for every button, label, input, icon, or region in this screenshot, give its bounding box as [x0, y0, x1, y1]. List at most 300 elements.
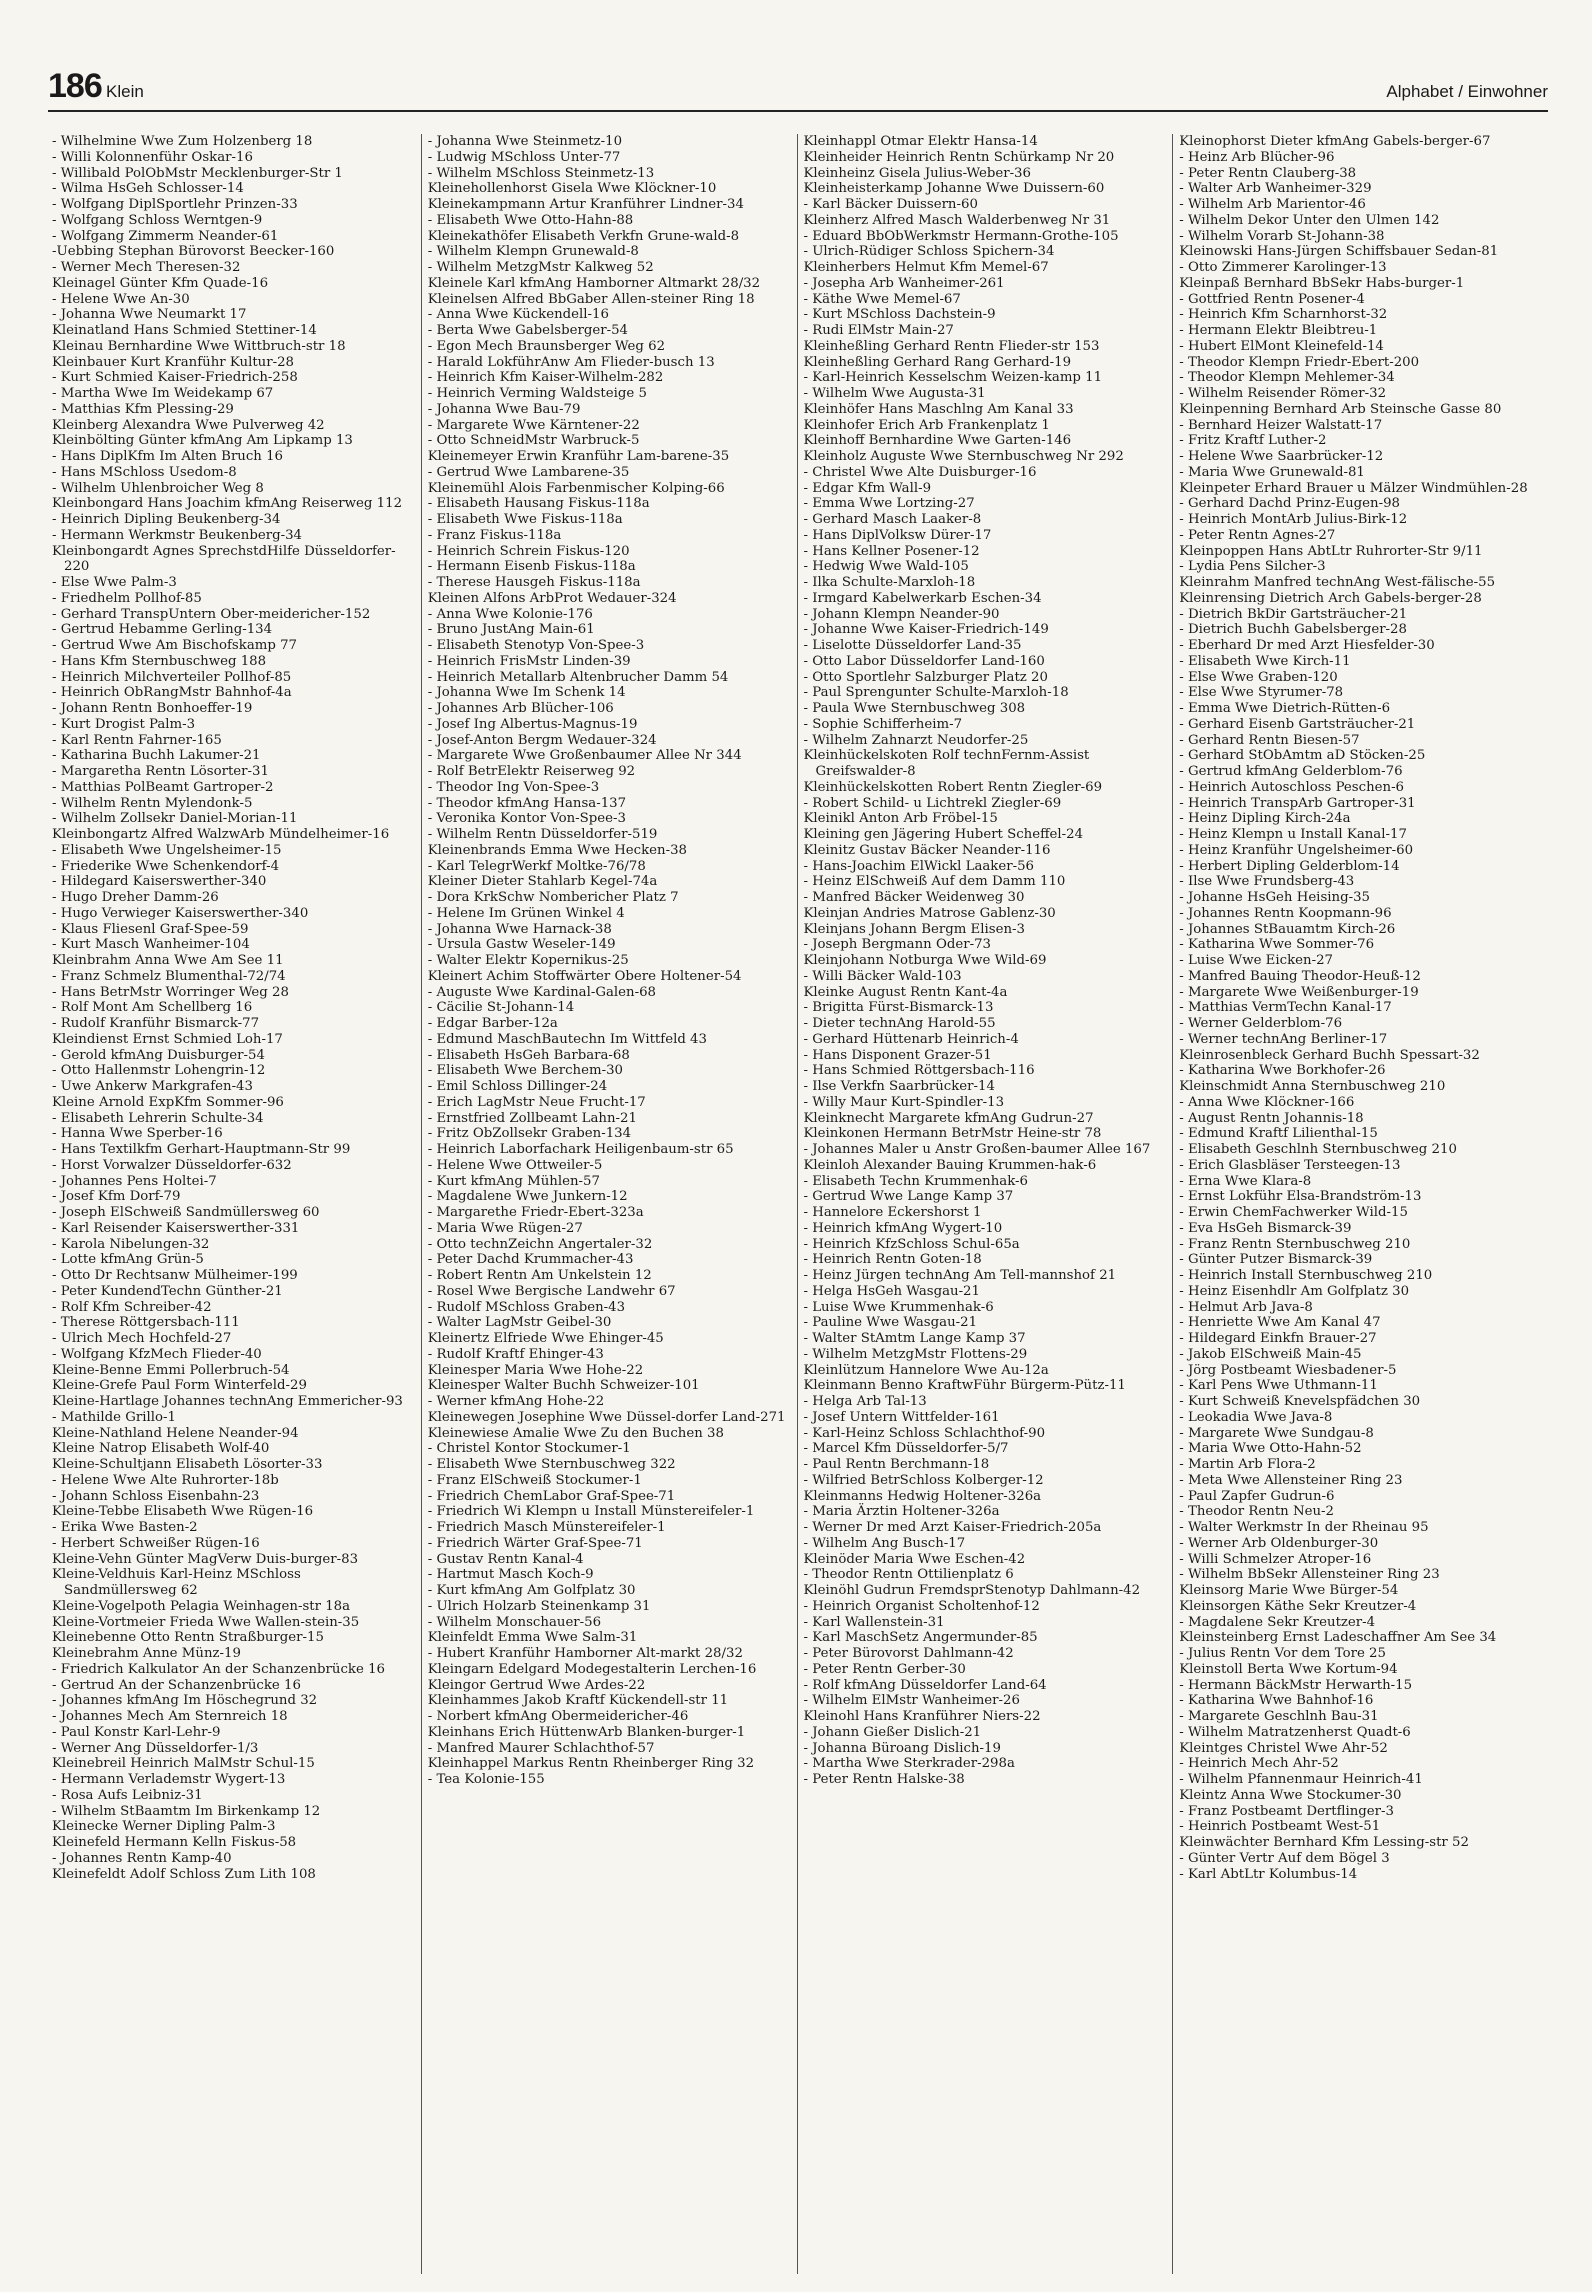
directory-entry: Kleinheßling Gerhard Rang Gerhard-19: [803, 354, 1072, 370]
directory-entry: - Hans Textilkfm Gerhart-Hauptmann-Str 99: [52, 1142, 351, 1157]
directory-entry: Kleinfeldt Emma Wwe Salm-31: [427, 1630, 638, 1646]
directory-entry: - Werner Arb Oldenburger-30: [1179, 1535, 1379, 1551]
directory-entry: Kleinbölting Günter kfmAng Am Lipkamp 13: [52, 433, 353, 449]
directory-entry: - Hans MSchloss Usedom-8: [52, 464, 237, 480]
directory-entry: - Heinz Klempn u Install Kanal-17: [1179, 827, 1407, 842]
directory-entry: - Gerhard TranspUntern Ober-meidericher-152: [52, 606, 371, 622]
directory-entry: - Elisabeth Hausang Fiskus-118a: [427, 496, 650, 512]
directory-entry: Kleinsorg Marie Wwe Bürger-54: [1179, 1583, 1399, 1598]
directory-entry: - Christel Wwe Alte Duisburger-16: [803, 464, 1037, 480]
directory-entry: - Elisabeth Techn Krummenhak-6: [803, 1173, 1028, 1189]
directory-entry: - Martha Wwe Im Weidekamp 67: [52, 386, 274, 401]
directory-entry: - Gertrud Wwe Lambarene-35: [427, 464, 630, 480]
directory-entry: - Elisabeth Lehrerin Schulte-34: [52, 1110, 264, 1126]
directory-entry: Kleinbongardt Agnes SprechstdHilfe Düsseldorfer-220: [52, 543, 396, 575]
directory-entry: - Uwe Ankerw Markgrafen-43: [52, 1079, 253, 1094]
directory-entry: - Elisabeth Wwe Ungelsheimer-15: [52, 842, 282, 858]
directory-entry: - Johann Klempn Neander-90: [803, 606, 1000, 622]
directory-entry: - Margarete Wwe Großenbaumer Allee Nr 344: [427, 748, 742, 764]
directory-entry: Kleinophorst Dieter kfmAng Gabels-berger-67: [1179, 134, 1491, 149]
directory-entry: - Gustav Rentn Kanal-4: [427, 1551, 584, 1567]
directory-entry: Kleinenbrands Emma Wwe Hecken-38: [427, 842, 688, 858]
directory-entry: Kleinewegen Josephine Wwe Düssel-dorfer Land-271: [427, 1409, 786, 1425]
directory-entry: - Wilhelm BbSekr Allensteiner Ring 23: [1179, 1567, 1440, 1583]
directory-entry: Kleinpeter Erhard Brauer u Mälzer Windmühlen-28: [1179, 480, 1528, 496]
directory-entry: Kleinschmidt Anna Sternbuschweg 210: [1179, 1079, 1446, 1094]
directory-entry: - Hermann Elektr Bleibtreu-1: [1179, 323, 1378, 338]
directory-entry: - Fritz ObZollsekr Graben-134: [427, 1126, 632, 1142]
directory-entry: - Meta Wwe Allensteiner Ring 23: [1179, 1472, 1403, 1488]
directory-entry: Kleinewiese Amalie Wwe Zu den Buchen 38: [427, 1425, 724, 1441]
directory-entry: - Heinrich MontArb Julius-Birk-12: [1179, 512, 1408, 527]
directory-entry: - Else Wwe Styrumer-78: [1179, 685, 1344, 701]
directory-entry: Kleiner Dieter Stahlarb Kegel-74a: [427, 874, 658, 890]
directory-entry: - Hanna Wwe Sperber-16: [52, 1126, 223, 1142]
directory-entry: - Walter Elektr Kopernikus-25: [427, 953, 629, 968]
directory-entry: - Edgar Kfm Wall-9: [803, 480, 932, 496]
directory-entry: - Mathilde Grillo-1: [52, 1409, 176, 1425]
directory-entry: - Jakob ElSchweiß Main-45: [1179, 1346, 1362, 1362]
directory-entry: - Cäcilie St-Johann-14: [427, 1000, 575, 1016]
directory-entry: - Martin Arb Flora-2: [1179, 1457, 1316, 1472]
directory-entry: Kleinsorgen Käthe Sekr Kreutzer-4: [1179, 1598, 1417, 1614]
directory-entry: - Werner Ang Düsseldorfer-1/3: [52, 1740, 259, 1756]
directory-entry: - Henriette Wwe Am Kanal 47: [1179, 1315, 1381, 1331]
directory-entry: - Rudolf Kranführ Bismarck-77: [52, 1016, 260, 1031]
directory-entry: - Heinrich Install Sternbuschweg 210: [1179, 1268, 1433, 1283]
directory-entry: - Eduard BbObWerkmstr Hermann-Grothe-105: [803, 228, 1119, 244]
directory-entry: Kleinheisterkamp Johanne Wwe Duissern-60: [803, 181, 1105, 197]
directory-entry: - Wilhelm Rentn Mylendonk-5: [52, 795, 253, 811]
directory-entry: - Edgar Barber-12a: [427, 1016, 558, 1031]
directory-entry: - Walter Werkmstr In der Rheinau 95: [1179, 1520, 1429, 1535]
directory-entry: - Paul Konstr Karl-Lehr-9: [52, 1724, 221, 1740]
directory-entry: Kleinberg Alexandra Wwe Pulverweg 42: [52, 417, 325, 433]
directory-entry: - Karl-Heinrich Kesselschm Weizen-kamp 11: [803, 370, 1103, 386]
directory-entry: Kleinheider Heinrich Rentn Schürkamp Nr 20: [803, 149, 1115, 165]
directory-entry: - Matthias VermTechn Kanal-17: [1179, 1000, 1392, 1016]
directory-entry: - Ilka Schulte-Marxloh-18: [803, 575, 976, 590]
directory-entry: - Wilhelm Uhlenbroicher Weg 8: [52, 480, 264, 496]
directory-entry: - Otto Labor Düsseldorfer Land-160: [803, 653, 1045, 669]
directory-entry: - Gertrud Wwe Lange Kamp 37: [803, 1189, 1014, 1205]
directory-entry: - Wilhelm Arb Marientor-46: [1179, 197, 1366, 212]
directory-entry: - Emil Schloss Dillinger-24: [427, 1079, 608, 1094]
directory-entry: - Wilhelm Ang Busch-17: [803, 1535, 966, 1551]
directory-entry: - Karola Nibelungen-32: [52, 1236, 210, 1252]
directory-entry: - Johanna Büroang Dislich-19: [803, 1740, 1001, 1756]
directory-entry: - Else Wwe Palm-3: [52, 575, 177, 590]
directory-entry: - Peter Rentn Halske-38: [803, 1772, 965, 1787]
directory-entry: - Hans Kellner Posener-12: [803, 543, 980, 559]
directory-entry: - Johannes StBauamtm Kirch-26: [1179, 921, 1396, 937]
directory-entry: - Heinrich ObRangMstr Bahnhof-4a: [52, 685, 292, 701]
directory-entry: - Magdalene Wwe Junkern-12: [427, 1189, 628, 1205]
directory-entry: Kleinehollenhorst Gisela Wwe Klöckner-10: [427, 181, 717, 197]
directory-entry: - Paul Sprengunter Schulte-Marxloh-18: [803, 685, 1069, 701]
directory-entry: - August Rentn Johannis-18: [1179, 1110, 1364, 1126]
directory-entry: - Friedrich Wi Klempn u Install Münstereifeler-1: [427, 1504, 755, 1520]
directory-entry: - Karl Rentn Fahrner-165: [52, 732, 222, 748]
directory-entry: - Paula Wwe Sternbuschweg 308: [803, 701, 1026, 716]
directory-entry: - Dora KrkSchw Nombericher Platz 7: [427, 890, 679, 905]
directory-entry: - Margarete Geschlnh Bau-31: [1179, 1709, 1379, 1724]
directory-entry: - Hans DiplVolksw Dürer-17: [803, 527, 992, 543]
directory-entry: - Eberhard Dr med Arzt Hiesfelder-30: [1179, 638, 1435, 653]
directory-entry: Kleinebenne Otto Rentn Straßburger-15: [52, 1630, 324, 1646]
directory-entry: - Ludwig MSchloss Unter-77: [427, 149, 621, 165]
directory-entry: - Elisabeth Stenotyp Von-Spee-3: [427, 638, 645, 653]
directory-entry: Kleinhans Erich HüttenwArb Blanken-burger-1: [427, 1724, 746, 1740]
directory-entry: - Karl TelegrWerkf Moltke-76/78: [427, 858, 646, 874]
directory-entry: - Wilfried BetrSchloss Kolberger-12: [803, 1472, 1044, 1488]
directory-entry: - Josef Ing Albertus-Magnus-19: [427, 716, 638, 732]
directory-entry: - Gerhard StObAmtm aD Stöcken-25: [1179, 748, 1426, 764]
directory-entry: Kleinherz Alfred Masch Walderbenweg Nr 31: [803, 212, 1111, 228]
directory-entry: - Herbert Dipling Gelderblom-14: [1179, 858, 1400, 874]
directory-entry: - Marcel Kfm Düsseldorfer-5/7: [803, 1441, 1009, 1457]
directory-entry: - Franz Rentn Sternbuschweg 210: [1179, 1236, 1411, 1252]
directory-entry: - Walter Arb Wanheimer-329: [1179, 181, 1372, 197]
directory-entry: - Gottfried Rentn Posener-4: [1179, 291, 1365, 307]
directory-entry: - Wilhelm Dekor Unter den Ulmen 142: [1179, 212, 1440, 228]
directory-entry: - Wilhelm StBaamtm Im Birkenkamp 12: [52, 1803, 321, 1819]
directory-entry: - Heinrich Kfm Scharnhorst-32: [1179, 307, 1388, 323]
column-1: [46, 134, 421, 2274]
directory-entry: - Kurt kfmAng Am Golfplatz 30: [427, 1583, 636, 1598]
directory-entry: Kleinowski Hans-Jürgen Schiffsbauer Sedan-81: [1179, 244, 1499, 260]
directory-entry: - Elisabeth HsGeh Barbara-68: [427, 1047, 630, 1063]
directory-entry: Kleinekampmann Artur Kranführer Lindner-34: [427, 197, 744, 212]
directory-entry: - Heinrich Dipling Beukenberg-34: [52, 512, 281, 527]
directory-entry: Kleinöhl Gudrun FremdsprStenotyp Dahlmann-42: [803, 1583, 1141, 1598]
directory-entry: - Herbert Schweißer Rügen-16: [52, 1535, 260, 1551]
directory-entry: - Peter Rentn Clauberg-38: [1179, 165, 1357, 181]
directory-entry: - Peter Rentn Gerber-30: [803, 1661, 966, 1677]
directory-entry: - Josef-Anton Bergm Wedauer-324: [427, 732, 657, 748]
directory-entry: - Heinrich Laborfachark Heiligenbaum-str 65: [427, 1142, 734, 1157]
directory-entry: - Johanna Wwe Neumarkt 17: [52, 307, 247, 323]
directory-entry: - Elisabeth Geschlnh Sternbuschweg 210: [1179, 1142, 1457, 1157]
directory-entry: - Helmut Arb Java-8: [1179, 1299, 1313, 1315]
directory-entry: - Rolf kfmAng Düsseldorfer Land-64: [803, 1677, 1047, 1693]
column-4: [1172, 134, 1548, 2274]
directory-entry: Kleinpaß Bernhard BbSekr Habs-burger-1: [1179, 275, 1465, 291]
directory-entry: - Wilhelm Klempn Grunewald-8: [427, 244, 639, 260]
directory-entry: - Heinz Jürgen technAng Am Tell-mannshof 21: [803, 1268, 1117, 1283]
directory-entry: - Johanna Wwe Harnack-38: [427, 921, 612, 937]
directory-entry: - Karl-Heinz Schloss Schlachthof-90: [803, 1425, 1046, 1441]
directory-entry: Kleinhoff Bernhardine Wwe Garten-146: [803, 433, 1072, 449]
directory-entry: - Matthias PolBeamt Gartroper-2: [52, 779, 274, 795]
directory-entry: - Erna Wwe Klara-8: [1179, 1173, 1312, 1189]
directory-entry: Kleine-Vortmeier Frieda Wwe Wallen-stein-35: [52, 1614, 360, 1630]
directory-entry: - Heinz ElSchweiß Auf dem Damm 110: [803, 874, 1066, 890]
directory-entry: - Willi Bäcker Wald-103: [803, 968, 962, 984]
directory-entry: - Katharina Wwe Bahnhof-16: [1179, 1693, 1374, 1709]
directory-entry: - Kurt MSchloss Dachstein-9: [803, 307, 996, 323]
directory-entry: - Wilhelm Zollsekr Daniel-Morian-11: [52, 811, 298, 827]
directory-entry: - Friedrich ChemLabor Graf-Spee-71: [427, 1488, 676, 1504]
directory-entry: - Jörg Postbeamt Wiesbadener-5: [1179, 1362, 1397, 1378]
directory-entry: - Kurt Drogist Palm-3: [52, 716, 196, 732]
directory-entry: - Willi Kolonnenführ Oskar-16: [52, 149, 253, 165]
directory-entry: - Elisabeth Wwe Sternbuschweg 322: [427, 1457, 676, 1472]
directory-entry: - Eva HsGeh Bismarck-39: [1179, 1220, 1352, 1236]
directory-entry: - Ulrich Holzarb Steinenkamp 31: [427, 1598, 651, 1614]
directory-entry: - Rolf Kfm Schreiber-42: [52, 1299, 212, 1315]
directory-entry: Kleinheinz Gisela Julius-Weber-36: [803, 165, 1031, 181]
directory-entry: Kleinstoll Berta Wwe Kortum-94: [1179, 1661, 1398, 1677]
directory-entry: - Maria Ärztin Holtener-326a: [803, 1504, 1000, 1520]
directory-entry: - Rudolf MSchloss Graben-43: [427, 1299, 626, 1315]
directory-entry: - Lotte kfmAng Grün-5: [52, 1252, 204, 1268]
directory-entry: Kleinbongartz Alfred WalzwArb Mündelheimer-16: [52, 827, 390, 842]
directory-entry: - Norbert kfmAng Obermeidericher-46: [427, 1709, 689, 1724]
directory-entry: - Therese Röttgersbach-111: [52, 1315, 240, 1331]
directory-entry: Kleinhofer Erich Arb Frankenplatz 1: [803, 417, 1050, 433]
directory-entry: - Therese Hausgeh Fiskus-118a: [427, 575, 641, 590]
directory-entry: Kleintges Christel Wwe Ahr-52: [1179, 1740, 1388, 1756]
directory-entry: Kleine-Veldhuis Karl-Heinz MSchloss Sandmüllersweg 62: [52, 1567, 301, 1598]
directory-entry: - Dietrich Buchh Gabelsberger-28: [1179, 622, 1407, 638]
directory-entry: - Theodor kfmAng Hansa-137: [427, 795, 627, 811]
directory-entry: - Klaus Fliesenl Graf-Spee-59: [52, 921, 249, 937]
directory-entry: - Wilhelm MetzgMstr Kalkweg 52: [427, 260, 654, 275]
directory-entry: - Johannes Rentn Koopmann-96: [1179, 905, 1392, 921]
directory-entry: - Peter Bürovorst Dahlmann-42: [803, 1646, 1014, 1661]
directory-entry: Kleinbauer Kurt Kranführ Kultur-28: [52, 354, 295, 370]
directory-entry: - Manfred Bäcker Weidenweg 30: [803, 890, 1025, 905]
directory-entry: Kleinrosenbleck Gerhard Buchh Spessart-32: [1179, 1047, 1480, 1063]
directory-entry: - Theodor Rentn Neu-2: [1179, 1504, 1334, 1520]
directory-entry: - Pauline Wwe Wasgau-21: [803, 1315, 978, 1331]
directory-entry: Kleinlützum Hannelore Wwe Au-12a: [803, 1362, 1049, 1378]
directory-entry: Kleinemühl Alois Farbenmischer Kolping-66: [427, 480, 725, 496]
directory-entry: - Gerhard Dachd Prinz-Eugen-98: [1179, 496, 1400, 512]
directory-entry: - Karl Bäcker Duissern-60: [803, 197, 978, 212]
directory-entry: - Johannes Mech Am Sternreich 18: [52, 1709, 288, 1724]
directory-entry: - Walter LagMstr Geibel-30: [427, 1315, 612, 1331]
directory-entry: - Ursula Gastw Weseler-149: [427, 937, 616, 953]
directory-entry: - Friederike Wwe Schenkendorf-4: [52, 858, 280, 874]
directory-entry: - Heinrich Organist Scholtenhof-12: [803, 1598, 1040, 1614]
directory-entry: - Johanne HsGeh Heising-35: [1179, 890, 1371, 905]
directory-entry: - Manfred Maurer Schlachthof-57: [427, 1740, 655, 1756]
directory-entry: Kleinhückelskotten Robert Rentn Ziegler-69: [803, 779, 1103, 795]
directory-entry: - Helene Wwe An-30: [52, 291, 190, 307]
directory-entry: Kleingor Gertrud Wwe Ardes-22: [427, 1677, 646, 1693]
directory-entry: Kleinrahm Manfred technAng West-fälische-55: [1179, 575, 1496, 590]
directory-columns: [46, 134, 1548, 2274]
directory-entry: Kleinjohann Notburga Wwe Wild-69: [803, 953, 1047, 968]
directory-entry: Kleinesper Maria Wwe Hohe-22: [427, 1362, 644, 1378]
directory-entry: - Gerhard Hüttenarb Heinrich-4: [803, 1031, 1019, 1047]
directory-entry: Kleinekathöfer Elisabeth Verkfn Grune-wald-8: [427, 228, 740, 244]
directory-entry: - Wilma HsGeh Schlosser-14: [52, 181, 244, 197]
directory-entry: - Hans Kfm Sternbuschweg 188: [52, 653, 267, 669]
directory-entry: - Helene Wwe Alte Ruhrorter-18b: [52, 1472, 279, 1488]
directory-entry: - Gertrud Hebamme Gerling-134: [52, 622, 273, 638]
directory-entry: - Katharina Wwe Borkhofer-26: [1179, 1063, 1386, 1079]
directory-entry: Kleinknecht Margarete kfmAng Gudrun-27: [803, 1110, 1094, 1126]
directory-entry: - Helga HsGeh Wasgau-21: [803, 1283, 980, 1299]
directory-entry: - Heinrich Rentn Goten-18: [803, 1252, 982, 1268]
directory-entry: - Kurt kfmAng Mühlen-57: [427, 1173, 600, 1189]
directory-entry: - Paul Zapfer Gudrun-6: [1179, 1488, 1335, 1504]
directory-entry: Kleinhöfer Hans Maschlng Am Kanal 33: [803, 401, 1074, 417]
directory-entry: - Hildegard Kaiserswerther-340: [52, 874, 267, 890]
directory-entry: Kleinemeyer Erwin Kranführ Lam-barene-35: [427, 449, 730, 464]
directory-entry: - Gerhard Eisenb Gartsträucher-21: [1179, 716, 1416, 732]
directory-entry: - Heinrich Mech Ahr-52: [1179, 1756, 1339, 1772]
directory-entry: - Margarete Wwe Kärntener-22: [427, 417, 640, 433]
directory-entry: - Heinz Arb Blücher-96: [1179, 149, 1335, 165]
directory-entry: - Ernst Lokführ Elsa-Brandström-13: [1179, 1189, 1422, 1205]
directory-entry: - Veronika Kontor Von-Spee-3: [427, 811, 626, 827]
directory-entry: Kleinertz Elfriede Wwe Ehinger-45: [427, 1331, 664, 1346]
directory-entry: - Ilse Wwe Frundsberg-43: [1179, 874, 1355, 890]
directory-entry: - Heinrich KfzSchloss Schul-65a: [803, 1236, 1020, 1252]
directory-entry: - Hans Schmied Röttgersbach-116: [803, 1063, 1035, 1079]
directory-entry: - Rosel Wwe Bergische Landwehr 67: [427, 1283, 676, 1299]
directory-entry: - Peter Dachd Krummacher-43: [427, 1252, 634, 1268]
directory-entry: Kleine-Hartlage Johannes technAng Emmericher-93: [52, 1394, 403, 1409]
directory-entry: - Lydia Pens Silcher-3: [1179, 559, 1326, 575]
directory-entry: - Heinz Eisenhdlr Am Golfplatz 30: [1179, 1283, 1410, 1299]
directory-entry: Kleinpoppen Hans AbtLtr Ruhrorter-Str 9/11: [1179, 543, 1483, 559]
page-number: 186: [48, 67, 102, 105]
directory-entry: Kleinesper Walter Buchh Schweizer-101: [427, 1378, 700, 1394]
directory-entry: Kleindienst Ernst Schmied Loh-17: [52, 1031, 283, 1047]
directory-entry: Kleinpenning Bernhard Arb Steinsche Gasse 80: [1179, 401, 1502, 417]
directory-entry: - Dietrich BkDir Gartsträucher-21: [1179, 606, 1408, 622]
directory-entry: - Maria Wwe Otto-Hahn-52: [1179, 1441, 1362, 1457]
directory-entry: Kleinhappel Markus Rentn Rheinberger Ring 32: [427, 1756, 755, 1772]
directory-entry: - Bruno JustAng Main-61: [427, 622, 595, 638]
directory-entry: - Heinrich TranspArb Gartroper-31: [1179, 795, 1416, 811]
directory-entry: - Hans DiplKfm Im Alten Bruch 16: [52, 449, 284, 464]
directory-entry: Kleinefeldt Adolf Schloss Zum Lith 108: [52, 1866, 316, 1882]
directory-entry: - Heinrich FrisMstr Linden-39: [427, 653, 631, 669]
directory-entry: - Hermann Verlademstr Wygert-13: [52, 1772, 286, 1787]
directory-entry: - Werner Mech Theresen-32: [52, 260, 241, 275]
directory-entry: - Wilhelm Rentn Düsseldorfer-519: [427, 827, 658, 842]
directory-entry: Kleine-Benne Emmi Pollerbruch-54: [52, 1362, 290, 1378]
directory-entry: - Magdalene Sekr Kreutzer-4: [1179, 1614, 1376, 1630]
directory-entry: Kleinke August Rentn Kant-4a: [803, 984, 1008, 1000]
directory-entry: Kleinrensing Dietrich Arch Gabels-berger-28: [1179, 590, 1482, 606]
directory-entry: - Gerhard Rentn Biesen-57: [1179, 732, 1360, 748]
directory-entry: - Rudi ElMstr Main-27: [803, 323, 954, 338]
directory-entry: - Brigitta Fürst-Bismarck-13: [803, 1000, 994, 1016]
directory-entry: - Willi Schmelzer Atroper-16: [1179, 1551, 1372, 1567]
directory-entry: Kleinecke Werner Dipling Palm-3: [52, 1819, 276, 1835]
directory-entry: Kleinen Alfons ArbProt Wedauer-324: [427, 590, 677, 606]
directory-entry: - Heinz Dipling Kirch-24a: [1179, 811, 1351, 827]
directory-entry: Kleintz Anna Wwe Stockumer-30: [1179, 1787, 1402, 1803]
directory-entry: Kleine-Nathland Helene Neander-94: [52, 1425, 299, 1441]
directory-entry: - Hubert Kranführ Hamborner Alt-markt 28/32: [427, 1646, 743, 1661]
directory-entry: - Rosa Aufs Leibniz-31: [52, 1787, 203, 1803]
directory-entry: - Maria Wwe Grunewald-81: [1179, 464, 1365, 480]
directory-entry: - Helga Arb Tal-13: [803, 1394, 927, 1409]
directory-entry: Kleinatland Hans Schmied Stettiner-14: [52, 323, 317, 338]
directory-entry: - Katharina Buchh Lakumer-21: [52, 748, 261, 764]
directory-entry: - Karl AbtLtr Kolumbus-14: [1179, 1866, 1358, 1882]
directory-entry: Kleinagel Günter Kfm Quade-16: [52, 275, 269, 291]
directory-entry: - Hannelore Eckershorst 1: [803, 1205, 982, 1220]
directory-entry: - Hans Disponent Grazer-51: [803, 1047, 992, 1063]
directory-entry: Kleinefeld Hermann Kelln Fiskus-58: [52, 1835, 297, 1850]
directory-entry: - Gerold kfmAng Duisburger-54: [52, 1047, 265, 1063]
directory-entry: - Hubert ElMont Kleinefeld-14: [1179, 338, 1384, 354]
directory-entry: - Ulrich-Rüdiger Schloss Spichern-34: [803, 244, 1055, 260]
directory-entry: - Luise Wwe Eicken-27: [1179, 953, 1333, 968]
directory-entry: Kleinele Karl kfmAng Hamborner Altmarkt 28/32: [427, 275, 761, 291]
directory-entry: - Tea Kolonie-155: [427, 1772, 545, 1787]
directory-entry: Kleinholz Auguste Wwe Sternbuschweg Nr 292: [803, 449, 1124, 464]
directory-entry: - Wilhelm Zahnarzt Neudorfer-25: [803, 732, 1029, 748]
directory-entry: - Erika Wwe Basten-2: [52, 1520, 198, 1535]
directory-entry: - Hugo Dreher Damm-26: [52, 890, 219, 905]
directory-entry: - Robert Rentn Am Unkelstein 12: [427, 1268, 652, 1283]
directory-entry: - Otto Dr Rechtsanw Mülheimer-199: [52, 1268, 298, 1283]
directory-entry: - Manfred Bauing Theodor-Heuß-12: [1179, 968, 1421, 984]
directory-entry: - Edmund Kraftf Lilienthal-15: [1179, 1126, 1378, 1142]
directory-entry: - Johann Rentn Bonhoeffer-19: [52, 701, 253, 716]
directory-entry: - Margarethe Friedr-Ebert-323a: [427, 1205, 644, 1220]
directory-entry: - Wolfgang DiplSportlehr Prinzen-33: [52, 197, 298, 212]
directory-entry: - Johann Gießer Dislich-21: [803, 1724, 982, 1740]
directory-entry: - Dieter technAng Harold-55: [803, 1016, 996, 1031]
directory-entry: - Wolfgang KfzMech Flieder-40: [52, 1346, 262, 1362]
directory-entry: - Christel Kontor Stockumer-1: [427, 1441, 631, 1457]
directory-entry: - Margarete Wwe Weißenburger-19: [1179, 984, 1419, 1000]
directory-entry: Kleine-Schultjann Elisabeth Lösorter-33: [52, 1457, 323, 1472]
directory-entry: Kleinebreil Heinrich MalMstr Schul-15: [52, 1756, 315, 1772]
directory-entry: - Bernhard Heizer Walstatt-17: [1179, 417, 1383, 433]
directory-entry: - Leokadia Wwe Java-8: [1179, 1409, 1333, 1425]
directory-entry: - Johanna Wwe Steinmetz-10: [427, 134, 623, 149]
directory-entry: - Maria Wwe Rügen-27: [427, 1220, 583, 1236]
directory-entry: - Anna Wwe Kolonie-176: [427, 606, 593, 622]
directory-entry: - Margaretha Rentn Lösorter-31: [52, 764, 269, 779]
directory-entry: Kleinohl Hans Kranführer Niers-22: [803, 1709, 1041, 1724]
directory-entry: - Johannes kfmAng Im Höschegrund 32: [52, 1693, 318, 1709]
directory-entry: - Wilhelm MetzgMstr Flottens-29: [803, 1346, 1028, 1362]
directory-entry: - Karl MaschSetz Angermunder-85: [803, 1630, 1038, 1646]
directory-entry: - Wilhelm ElMstr Wanheimer-26: [803, 1693, 1020, 1709]
directory-entry: Kleine-Grefe Paul Form Winterfeld-29: [52, 1378, 307, 1394]
directory-entry: - Willy Maur Kurt-Spindler-13: [803, 1094, 1005, 1110]
column-3: [797, 134, 1173, 2274]
section-title: Alphabet / Einwohner: [1386, 82, 1548, 101]
directory-entry: - Johannes Arb Blücher-106: [427, 701, 614, 716]
directory-entry: - Helene Wwe Ottweiler-5: [427, 1157, 603, 1173]
directory-entry: - Paul Rentn Berchmann-18: [803, 1457, 990, 1472]
directory-entry: - Rolf BetrElektr Reiserweg 92: [427, 764, 636, 779]
directory-entry: - Ilse Verkfn Saarbrücker-14: [803, 1079, 995, 1094]
directory-entry: - Anna Wwe Klöckner-166: [1179, 1094, 1355, 1110]
directory-entry: Kleinau Bernhardine Wwe Wittbruch-str 18: [52, 338, 346, 354]
directory-entry: - Heinz Kranführ Ungelsheimer-60: [1179, 842, 1414, 858]
directory-entry: - Harald LokführAnw Am Flieder-busch 13: [427, 354, 715, 370]
directory-entry: Kleinert Achim Stoffwärter Obere Holtener-54: [427, 968, 742, 984]
directory-entry: - Liselotte Düsseldorfer Land-35: [803, 638, 1022, 653]
directory-entry: - Elisabeth Wwe Berchem-30: [427, 1063, 623, 1079]
directory-entry: - Otto Sportlehr Salzburger Platz 20: [803, 669, 1048, 685]
